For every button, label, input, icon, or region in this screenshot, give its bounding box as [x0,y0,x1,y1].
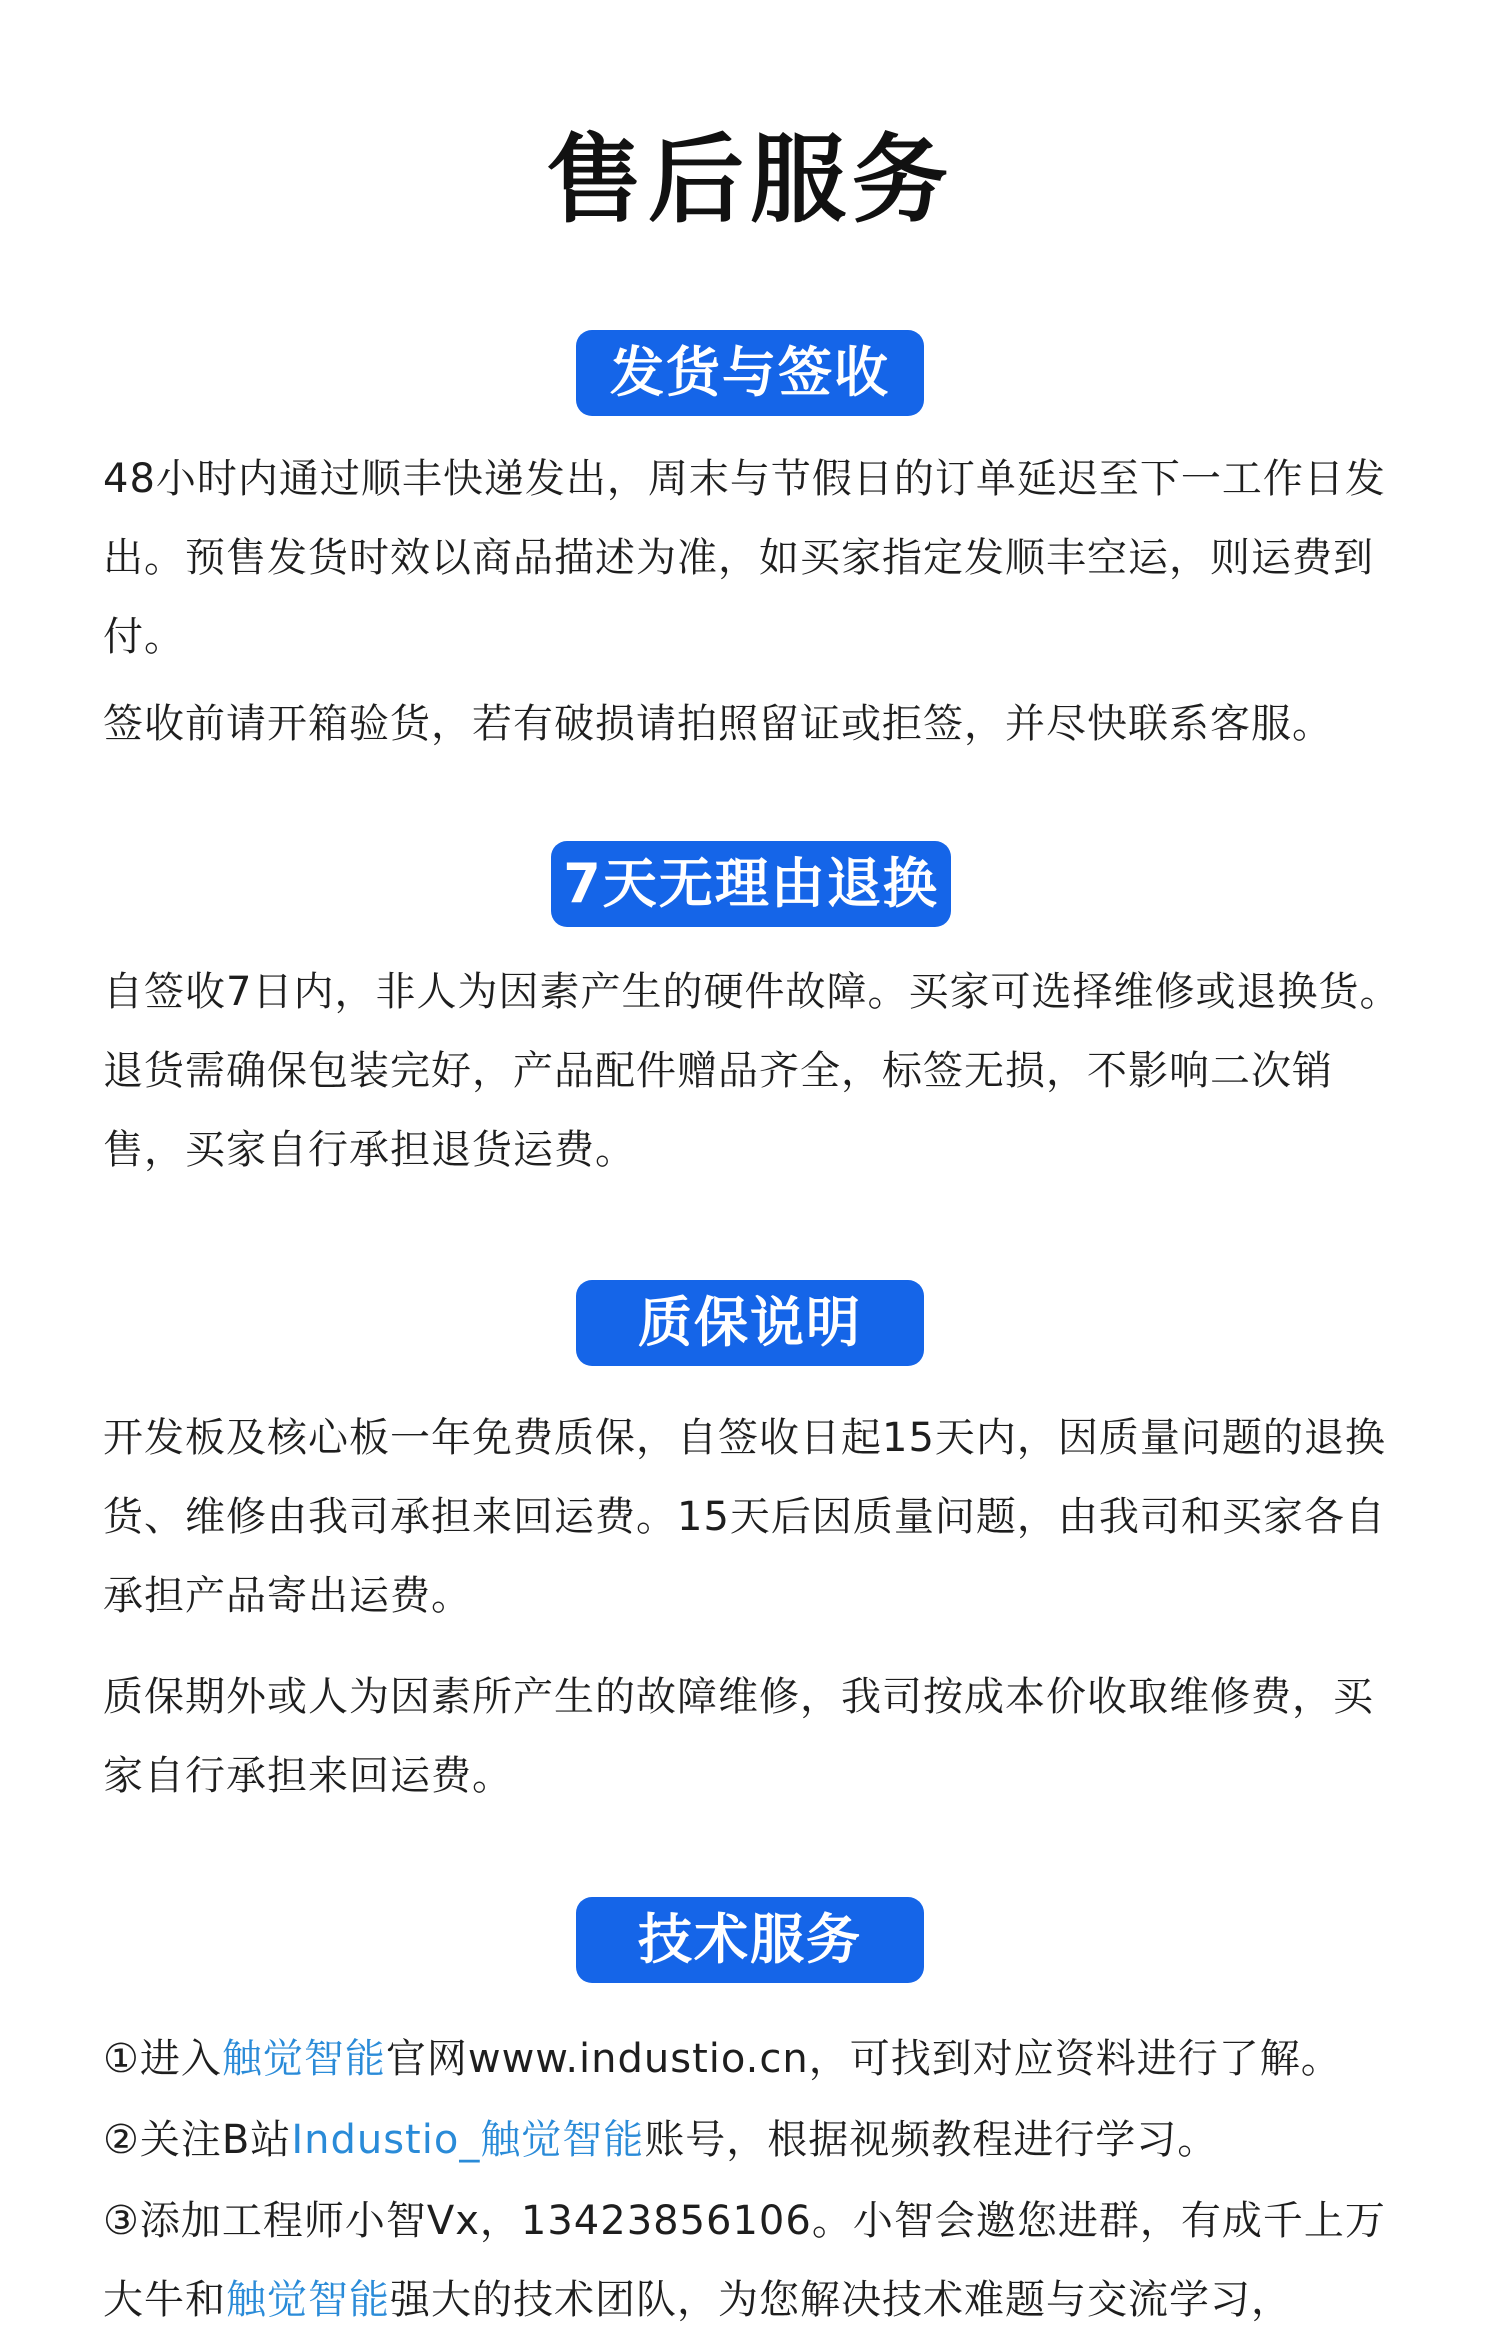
returns-paragraph-1: 自签收7日内，非人为因素产生的硬件故障。买家可选择维修或退换货。退货需确保包装完好，产品配件赠品齐全，标签无损，不影响二次销售，买家自行承担退货运费。 [103,969,1401,1173]
shipping-paragraph-1: 48小时内通过顺丰快递发出，周末与节假日的订单延迟至下一工作日发出。预售发货时效以商品描述为准，如买家指定发顺丰空运，则运费到付。 [103,456,1386,660]
section-heading-warranty: 质保说明 [576,1280,924,1366]
shipping-paragraph-2: 签收前请开箱验货，若有破损请拍照留证或拒签，并尽快联系客服。 [103,701,1333,747]
tech-item-website [103,2020,1403,2099]
tech-item-wechat-prefix: ③添加工程师小智Vx，13423856106。小智会邀您进群，有成千上万大牛和 [103,2198,1386,2323]
tech-item-website-prefix: ①进入 [103,2036,222,2082]
brand-link-bilibili[interactable]: Industio_触觉智能 [291,2117,645,2163]
section-heading-shipping: 发货与签收 [576,330,924,416]
section-heading-tech-support: 技术服务 [576,1897,924,1983]
tech-item-bilibili [103,2101,1403,2180]
tech-item-wechat-suffix: 强大的技术团队，为您解决技术难题与交流学习， [390,2277,1292,2323]
page-title: 售后服务 [546,124,954,236]
brand-link-website[interactable]: 触觉智能 [221,2036,386,2082]
brand-link-team[interactable]: 触觉智能 [226,2277,390,2323]
warranty-paragraph-1: 开发板及核心板一年免费质保，自签收日起15天内，因质量问题的退换货、维修由我司承担来回运费。15天后因质量问题，由我司和买家各自承担产品寄出运费。 [103,1415,1386,1619]
section-heading-returns: 7天无理由退换 [551,841,951,927]
tech-item-bilibili-prefix: ②关注B站 [103,2117,292,2163]
tech-item-website-suffix: 官网www.industio.cn，可找到对应资料进行了解。 [385,2036,1342,2082]
warranty-paragraph-2: 质保期外或人为因素所产生的故障维修，我司按成本价收取维修费，买家自行承担来回运费。 [103,1674,1374,1799]
tech-item-bilibili-suffix: 账号，根据视频教程进行学习。 [644,2117,1219,2163]
tech-item-wechat [103,2182,1403,2340]
